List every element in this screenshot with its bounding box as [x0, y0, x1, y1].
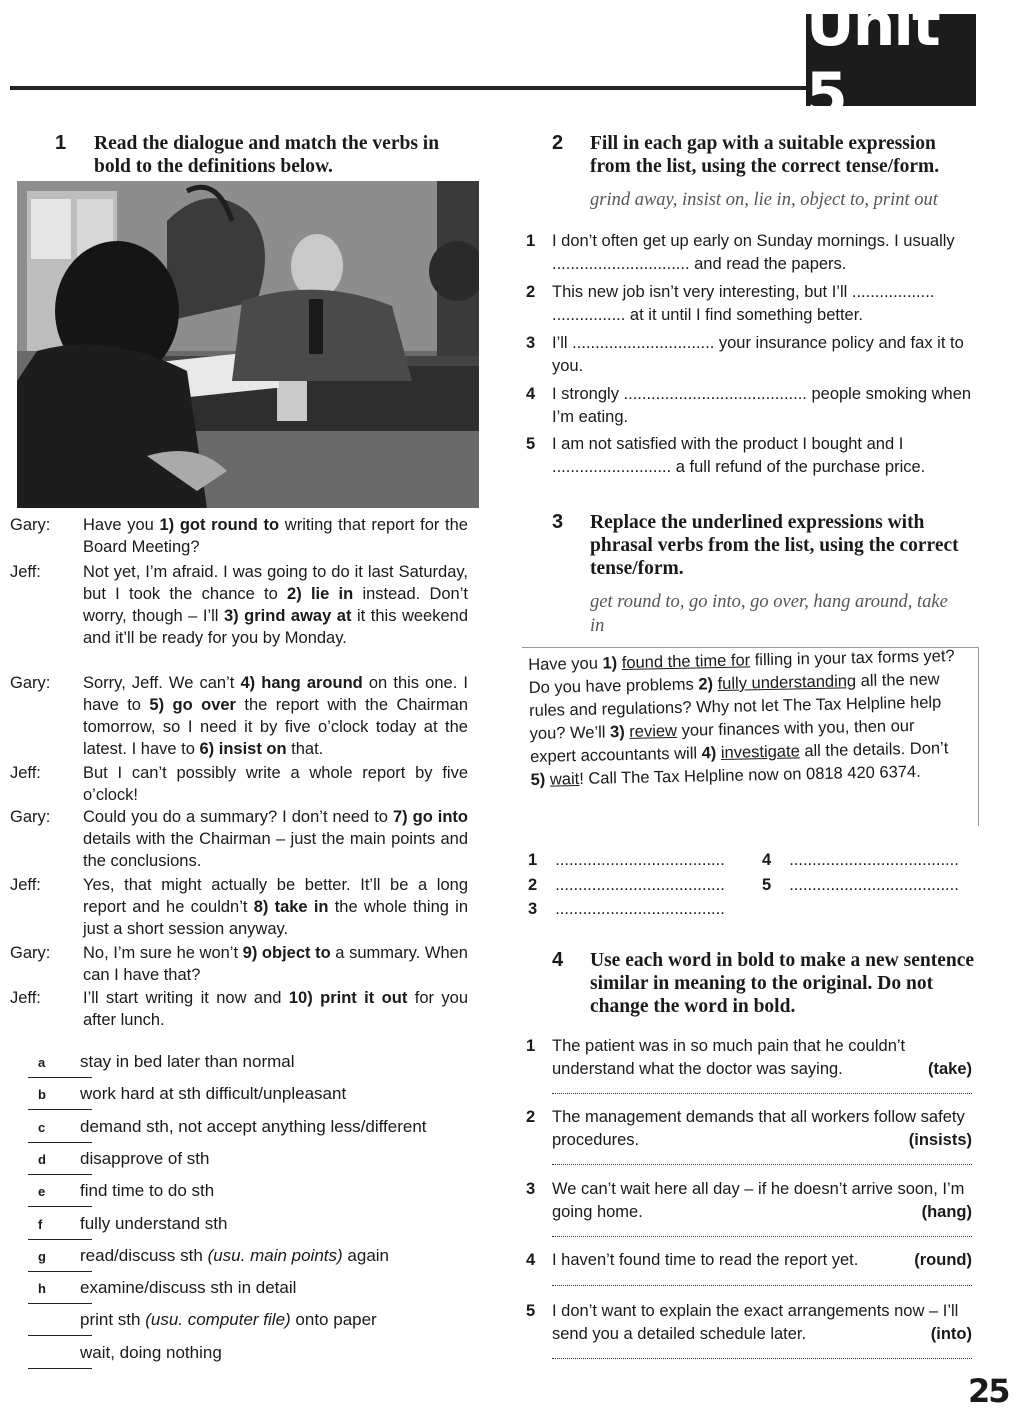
item-text [552, 1300, 972, 1345]
item-text [552, 1249, 972, 1272]
item-number: 2 [526, 283, 536, 301]
unit-title: Unit 5 [806, 14, 976, 106]
definition-text: stay in bed later than normal [80, 1052, 295, 1071]
key-word: (into) [930, 1324, 972, 1343]
answer-letter: g [38, 1248, 46, 1264]
speaker-name: Gary: [10, 808, 51, 826]
item-number: 3 [526, 334, 536, 352]
answer-blank: ..................................... [555, 900, 725, 918]
item-number: 4 [526, 1251, 536, 1269]
speaker-name: Jeff: [10, 563, 41, 581]
item-number: 1 [526, 1037, 536, 1055]
answer-number: 1 [528, 851, 538, 869]
definition-text: wait, doing nothing [80, 1342, 222, 1362]
dialogue-text: Have you 1) got round to writing that report for the Board Meeting? [83, 516, 468, 556]
dialogue-text: Sorry, Jeff. We can’t 4) hang around on this one. I have to 5) go over the report with the Chairman tomorrow, so I need it by five o’clock today at the latest. I have to 6) insist on that. [83, 674, 468, 758]
answer-letter: d [38, 1151, 46, 1167]
answer-letter: h [38, 1281, 46, 1297]
item-text: I strongly ........................................ people smoking when I’m eating. [552, 385, 972, 426]
speaker-name: Gary: [10, 516, 51, 534]
key-word: (hang) [921, 1202, 972, 1221]
answer-line[interactable] [528, 900, 725, 919]
speaker-name: Jeff: [10, 764, 41, 782]
dialogue-text: Not yet, I’m afraid. I was going to do it last Saturday, but I took the chance to 2) lie in instead. Don’t worry, though – I’ll 3) grind away at it this weekend and it’ll be ready for you by Monday. [83, 563, 469, 647]
answer-line[interactable] [552, 1163, 972, 1165]
item-number: 3 [526, 1180, 536, 1198]
answer-line[interactable] [552, 1284, 972, 1286]
item-number: 1 [526, 232, 536, 250]
answer-blank: ..................................... [789, 851, 959, 869]
item-sentence: I haven’t found time to read the report yet. [552, 1251, 859, 1269]
item-sentence: I don’t want to explain the exact arrangements now – I’ll send you a detailed schedule later. [552, 1302, 959, 1343]
definition-text: find time to do sth [80, 1181, 215, 1201]
definition-item [20, 1343, 480, 1373]
answer-number: 3 [528, 900, 538, 918]
speaker-name: Gary: [10, 944, 51, 962]
item-number: 4 [526, 385, 536, 403]
answer-line[interactable] [552, 1092, 972, 1094]
answer-letter: b [38, 1087, 46, 1103]
item-text: I am not satisfied with the product I bought and I .......................... a full refund of the purchase price. [552, 435, 926, 476]
item-text: This new job isn’t very interesting, but I’ll .................. ................ at it until I find something better. [552, 283, 935, 324]
answer-blank: ..................................... [789, 876, 959, 894]
answer-blank: ..................................... [555, 876, 725, 894]
definition-text: examine/discuss sth in detail [80, 1278, 297, 1298]
ex1-number: 1 [55, 132, 67, 154]
definition-item [20, 1117, 480, 1147]
dialogue-text: But I can’t possibly write a whole report by five o’clock! [83, 764, 468, 804]
definition-item [20, 1310, 480, 1340]
definition-text: demand sth, not accept anything less/different [80, 1116, 427, 1136]
item-number: 5 [526, 435, 536, 453]
ex2-number: 2 [552, 132, 564, 154]
page-number: 25 [968, 1372, 1009, 1410]
ex3-word-list: get round to, go into, go over, hang around, take in [590, 592, 948, 636]
key-word: (take) [927, 1059, 972, 1078]
item-sentence: The management demands that all workers follow safety procedures. [552, 1108, 965, 1149]
dialogue-text: Could you do a summary? I don’t need to 7) go into details with the Chairman – just the main points and the conclusions. [83, 808, 468, 870]
answer-number: 2 [528, 876, 538, 894]
answer-line[interactable] [552, 1357, 972, 1359]
ex2-title: Fill in each gap with a suitable expression from the list, using the correct tense/form. [590, 133, 940, 177]
definition-text: disapprove of sth [80, 1148, 210, 1168]
dialogue-text: No, I’m sure he won’t 9) object to a summary. When can I have that? [83, 944, 468, 984]
dialogue-text: Yes, that might actually be better. It’ll be a long report and he couldn’t 8) take in the whole thing in just a short session anyway. [83, 876, 468, 938]
definition-item [20, 1214, 480, 1244]
key-word: (round) [914, 1251, 972, 1269]
answer-line[interactable] [528, 876, 725, 895]
answer-number: 4 [762, 851, 772, 869]
answer-blank: ..................................... [555, 851, 725, 869]
header-rule [10, 86, 810, 90]
ex3-number: 3 [552, 511, 564, 533]
answer-letter: a [38, 1055, 46, 1070]
item-text [552, 1106, 972, 1151]
definition-item [20, 1052, 480, 1082]
answer-line[interactable] [552, 1235, 972, 1237]
speaker-name: Jeff: [10, 989, 41, 1007]
item-number: 5 [526, 1302, 536, 1320]
answer-letter: f [38, 1216, 43, 1232]
key-word: (insists) [908, 1130, 972, 1149]
definition-item [20, 1149, 480, 1179]
item-sentence: The patient was in so much pain that he couldn’t understand what the doctor was saying. [552, 1037, 906, 1078]
item-text: I don’t often get up early on Sunday mornings. I usually .............................. and read the papers. [552, 232, 955, 273]
answer-line[interactable] [528, 851, 725, 870]
answer-line[interactable] [762, 851, 959, 870]
ex1-title: Read the dialogue and match the verbs in bold to the definitions below. [94, 133, 440, 177]
definition-text: read/discuss sth (usu. main points) again [80, 1245, 390, 1265]
answer-number: 5 [762, 876, 772, 894]
answer-letter: c [38, 1119, 46, 1135]
definition-item [20, 1278, 480, 1308]
definition-item [20, 1246, 480, 1276]
definition-text: print sth (usu. computer file) onto paper [80, 1310, 377, 1330]
answer-line[interactable] [762, 876, 959, 895]
answer-letter: e [38, 1184, 46, 1200]
definition-text: fully understand sth [80, 1213, 228, 1233]
speaker-name: Jeff: [10, 876, 41, 894]
item-text [552, 1035, 972, 1080]
item-number: 2 [526, 1108, 536, 1126]
definition-item [20, 1084, 480, 1114]
ex4-title: Use each word in bold to make a new sentence similar in meaning to the original. Do not change the word in bold. [590, 950, 975, 1017]
definition-text: work hard at sth difficult/unpleasant [80, 1084, 347, 1104]
item-sentence: We can’t wait here all day – if he doesn’t arrive soon, I’m going home. [552, 1180, 965, 1221]
dialogue-text: I’ll start writing it now and 10) print it out for you after lunch. [83, 989, 469, 1029]
ex4-number: 4 [552, 949, 564, 971]
item-text [552, 1178, 972, 1223]
definition-item [20, 1181, 480, 1211]
office-meeting-photo [17, 181, 479, 508]
ex3-title: Replace the underlined expressions with phrasal verbs from the list, using the correct tense/form. [590, 512, 959, 579]
item-text: I’ll ............................... your insurance policy and fax it to you. [552, 334, 964, 375]
ex2-word-list: grind away, insist on, lie in, object to, print out [590, 190, 938, 210]
speaker-name: Gary: [10, 674, 51, 692]
tax-helpline-passage: Have you 1) found the time for filling in your tax forms yet? Do you have problems 2) fully understanding all the new rules and regulations? Why not let The Tax Helpline help you? We’ll 3) review your finances with you, then our expert accountants will 4) investigate all the details. Don’t 5) wait! Call The Tax Helpline now on 0818 420 6374. [528, 647, 955, 789]
